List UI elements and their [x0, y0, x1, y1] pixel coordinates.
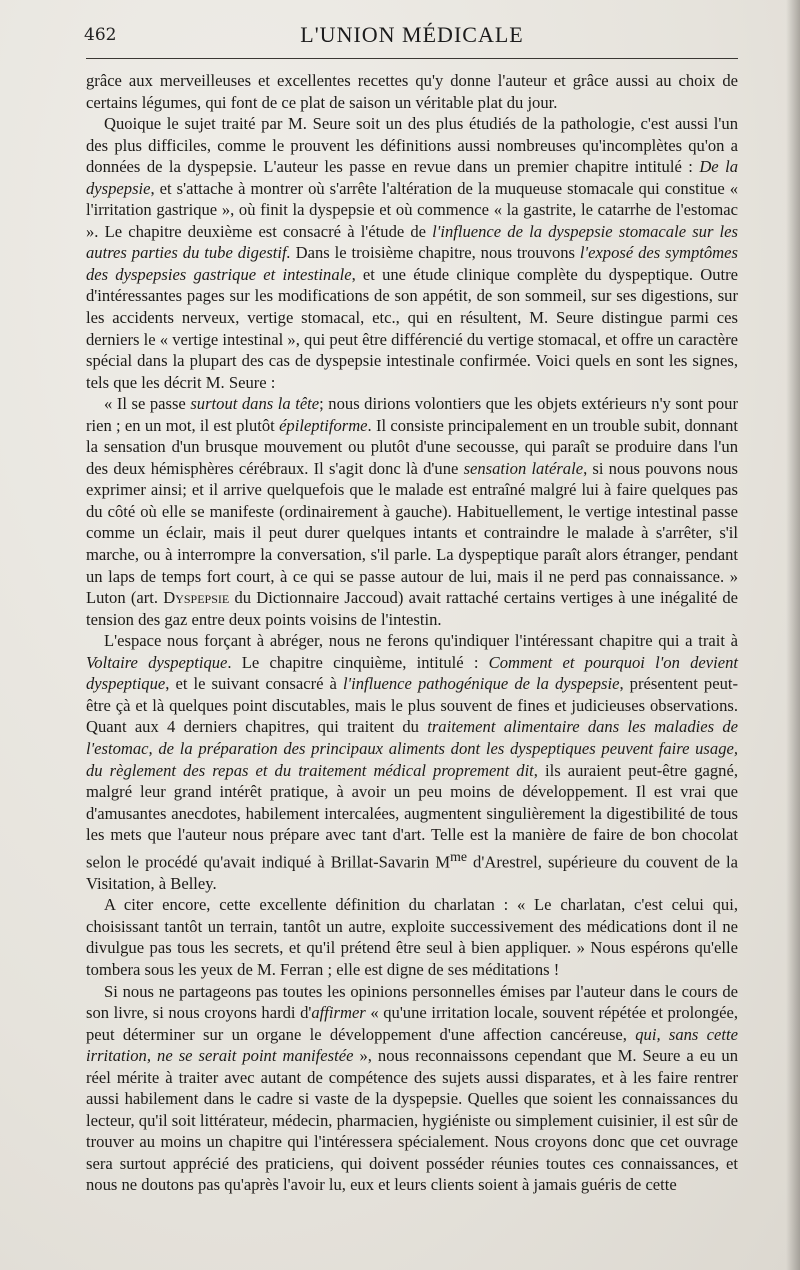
text-run: d'Arestrel, supérieure du couvent de la Visitation, à Belley.: [86, 852, 738, 893]
paragraph-2: [86, 393, 738, 630]
text-run: affirmer: [311, 1003, 366, 1023]
text-run: , présentent peut-être çà et là quelques point discutables, mais le plus souvent de fines et judicieuses observations. Quant aux 4 derniers chapitres, qui traitent du: [86, 674, 738, 737]
running-title: L'UNION MÉDICALE: [300, 22, 524, 47]
paragraph-5: [86, 981, 738, 1196]
text-run: l'influence de la dyspepsie stomacale sur les autres parties du tube digestif.: [86, 221, 738, 263]
text-run: L'espace nous forçant à abréger, nous ne ferons qu'indiquer l'intéressant chapitre qui a trait à: [104, 631, 738, 651]
text-run: ; nous dirions volontiers que les objets extérieurs n'y sont pour rien ; en un mot, il est plutôt: [86, 394, 738, 435]
text-run: Dans le troisième chapitre, nous trouvons: [290, 243, 580, 263]
text-run: l'exposé des symptômes des dyspepsies gastrique et intestinale: [86, 243, 738, 284]
text-run: Voltaire dyspeptique: [86, 652, 228, 672]
text-run: , ils auraient peut-être gagné, malgré leur grand intérêt pratique, à avoir un peu moins de développement. Il est vrai que d'amusantes anecdotes, habilement intercalées, augmentent singulièrement la digestibilité de tous les mets que l'auteur nous prépare avec tant d'art. Telle est la manière de faire de bon chocolat selon le procédé qu'avait indiqué à Brillat-Savarin M: [86, 760, 738, 872]
text-run: traitement alimentaire dans les maladies de l'estomac, de la préparation des principaux aliments dont les dyspeptiques peuvent faire usage, du règlement des repas et du traitement médical proprement dit: [86, 717, 738, 780]
text-run: », nous reconnaissons cependant que M. Seure a eu un réel mérite à traiter avec autant de compétence des sujets aussi disparates, et à les faire rentrer aussi habilement dans le cadre si vaste de la dyspepsie. Quelles que soient les connaissances du lecteur, qu'il soit littérateur, médecin, pharmacien, hygiéniste ou simplement cuisinier, il est sûr de trouver au moins un chapitre qui l'intéressera spécialement. Nous croyons donc que cet ouvrage sera surtout apprécié des praticiens, qui doivent posséder réunies toutes ces connaissances, et nous ne doutons pas qu'après l'avoir lu, eux et leurs clients soient à jamais guéris de cette: [86, 1046, 738, 1195]
text-run: Si nous ne partageons pas toutes les opinions personnelles émises par l'auteur dans le cours de son livre, si nous croyons hardi d': [86, 981, 738, 1023]
text-run: surtout dans la tête: [190, 394, 320, 414]
text-run: . Le chapitre cinquième, intitulé :: [227, 652, 489, 672]
text-run: Quoique le sujet traité par M. Seure soit un des plus étudiés de la pathologie, c'est aussi l'un des plus difficiles, comme le prouvent les définitions aussi nombreuses qu'incomplètes qu'on a données de la dyspepsie. L'auteur les passe en revue dans un premier chapitre intitulé :: [86, 114, 738, 177]
text-run: , et une étude clinique complète du dyspeptique. Outre d'intéressantes pages sur les modifications de son appétit, de son sommeil, sur ses digestions, sur les accidents nerveux, vertige stomacal, etc., qui en résultent, M. Seure distingue parmi ces derniers le « vertige intestinal », qui peut être différencié du vertige stomacal, et offre un caractère spécial dans la plupart des cas de dyspepsie intestinale confirmée. Voici quels en sont les signes, tels que les décrit M. Seure :: [86, 264, 738, 392]
paragraph-4: [86, 894, 738, 980]
text-run: , et le suivant consacré à: [165, 674, 343, 694]
text-run: du Dictionnaire Jaccoud) avait rattaché certains vertiges à une inégalité de tension des gaz entre deux points voisins de l'intestin.: [86, 588, 738, 629]
text-run: A citer encore, cette excellente définition du charlatan : « Le charlatan, c'est celui qui, choisissant tantôt un terrain, tantôt un autre, exploite successivement des médications dont il ne divulgue pas tous les secrets, et qu'il prétend être seul à bien appliquer. » Nous espérons qu'elle tombera sous les yeux de M. Ferran ; elle est digne de ses méditations !: [86, 895, 738, 979]
text-run: De la dyspepsie: [86, 157, 739, 198]
page-header: [84, 22, 740, 54]
page-number: 462: [84, 25, 117, 45]
text-run: , si nous pouvons nous exprimer ainsi; et il arrive quelquefois que le malade est entraîné malgré lui à faire quelques pas du côté où elle se manifeste (ordinairement à gauche). Habituellement, le vertige intestinal passe comme un éclair, mais il peut durer quelques intants et contraindre le malade à s'arrêter, s'il marche, ou à interrompre la conversation, s'il parle. La dyspeptique paraît alors étranger, pendant un laps de temps fort court, à ce qui se passe autour de lui, mais il ne perd pas connaissance. » Luton (art.: [86, 458, 738, 608]
text-run: grâce aux merveilleuses et excellentes recettes qu'y donne l'auteur et grâce aussi au choix de certains légumes, qui font de ce plat de saison un véritable plat du jour.: [86, 71, 738, 112]
text-run: qui, sans cette irritation, ne se serait point manifestée: [86, 1024, 738, 1066]
text-run: « Il se passe: [104, 394, 191, 414]
text-run: sensation latérale: [463, 458, 584, 478]
page-edge-shadow: [786, 0, 800, 1270]
text-run: Comment et pourquoi l'on devient dyspeptique: [86, 652, 739, 694]
header-rule: [86, 58, 738, 59]
text-run: me: [450, 848, 468, 864]
text-run: . Il consiste principalement en un trouble subit, donnant la sensation d'un brusque mouvement ou plutôt d'une secousse, qui paraît se produire dans l'un des deux hémisphères cérébraux. Il s'agit donc là d'une: [86, 415, 738, 478]
paragraph-3: [86, 630, 738, 894]
text-run: Dyspepsie: [163, 588, 230, 608]
paragraph-1: [86, 113, 738, 393]
text-run: , et s'attache à montrer où s'arrête l'altération de la muqueuse stomacale qui constitue « l'irritation gastrique », où finit la dyspepsie et où commence « la gastrite, le catarrhe de l'estomac ». Le chapitre deuxième est consacré à l'étude de: [86, 178, 738, 241]
text-run: « qu'une irritation locale, souvent répétée et prolongée, peut déterminer sur un organe le développement d'une affection cancéreuse,: [86, 1003, 738, 1044]
text-run: épileptiforme: [279, 415, 368, 435]
text-run: l'influence pathogénique de la dyspepsie: [342, 674, 620, 694]
paragraph-0: [86, 70, 738, 113]
article-body: [86, 70, 738, 1196]
